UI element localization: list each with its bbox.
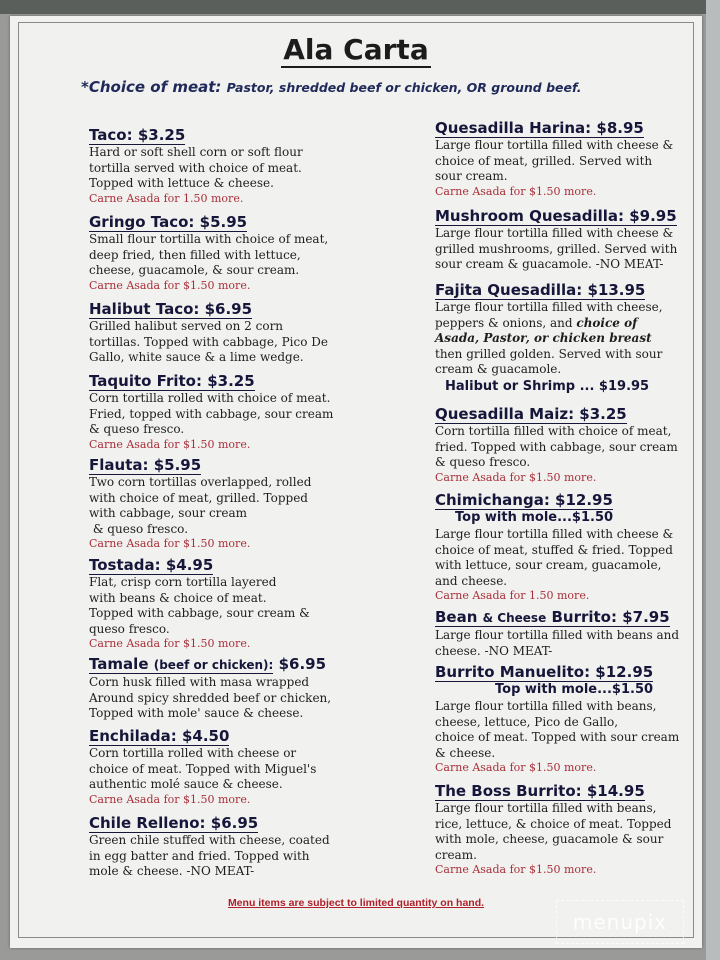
menu-item-boss-burrito	[435, 782, 707, 877]
item-desc: Corn tortilla rolled with choice of meat. Fried, topped with cabbage, sour cream & queso fresco.	[89, 391, 334, 436]
item-desc: Large flour tortilla filled with cheese & choice of meat, stuffed & fried. Topped with lettuce, sour cream, guacamole, and cheese.	[435, 527, 674, 588]
item-price: $6.95	[278, 655, 327, 673]
item-desc: Corn tortilla rolled with cheese or choice of meat. Topped with Miguel's authentic molé sauce & cheese.	[89, 746, 317, 791]
carne-asada-note: Carne Asada for 1.50 more.	[435, 589, 590, 602]
halibut-shrimp-option: Halibut or Shrimp ... $19.95	[445, 378, 650, 394]
item-name: Gringo Taco: $5.95	[89, 213, 248, 231]
item-name: Chile Relleno: $6.95	[89, 814, 259, 832]
menu-item-bean-cheese-burrito: Bean & Cheese Burrito: $7.95 Large flour tortilla filled with beans and cheese. -NO MEAT-	[435, 608, 707, 659]
menu-item-fajita-quesadilla	[435, 281, 707, 395]
item-name: Mushroom Quesadilla: $9.95	[435, 207, 677, 225]
item-name: Halibut Taco: $6.95	[89, 300, 253, 318]
carne-asada-note: Carne Asada for $1.50 more.	[435, 863, 597, 876]
item-name: Flauta: $5.95	[89, 456, 202, 474]
menu-item-quesadilla-maiz	[435, 405, 707, 485]
carne-asada-note: Carne Asada for $1.50 more.	[89, 792, 251, 806]
item-name: Tamale	[89, 655, 149, 673]
item-name: Burrito Manuelito: $12.95	[435, 663, 654, 681]
carne-asada-note: Carne Asada for $1.50 more.	[89, 637, 251, 650]
menu-item-chimichanga	[435, 491, 707, 603]
item-name: Fajita Quesadilla: $13.95	[435, 281, 646, 299]
item-desc: Two corn tortillas overlapped, rolled with choice of meat, grilled. Topped with cabbage, sour cream & queso fresco.	[89, 475, 312, 536]
item-desc: Corn tortilla filled with choice of meat, fried. Topped with cabbage, sour cream & queso fresco.	[435, 424, 678, 469]
menupix-watermark: menupix	[556, 900, 684, 944]
mole-option: Top with mole...$1.50	[455, 510, 614, 525]
carne-asada-note: Carne Asada for $1.50 more.	[435, 761, 597, 774]
item-name: Quesadilla Maiz: $3.25	[435, 405, 627, 423]
menu-border	[18, 22, 694, 938]
item-name: Tostada: $4.95	[89, 556, 214, 574]
item-desc: Flat, crisp corn tortilla layered with beans & choice of meat. Topped with cabbage, sour cream & queso fresco.	[89, 575, 310, 636]
item-desc: Green chile stuffed with cheese, coated in egg batter and fried. Topped with mole & cheese. -NO MEAT-	[89, 833, 330, 878]
item-name: Bean	[435, 608, 478, 626]
item-desc: Corn husk filled with masa wrapped Around spicy shredded beef or chicken, Topped with mole' sauce & cheese.	[89, 675, 332, 720]
item-name: Taquito Frito: $3.25	[89, 372, 255, 390]
menu-item-flauta	[89, 456, 357, 551]
menu-title: Ala Carta	[283, 33, 429, 66]
quantity-disclaimer: Menu items are subject to limited quantity on hand.	[227, 897, 485, 909]
menu-page	[10, 16, 702, 948]
mole-option: Top with mole...$1.50	[495, 682, 654, 697]
item-desc: Large flour tortilla filled with cheese, peppers & onions, and choice of Asada, Pastor, or chicken breast then grilled golden. Served with sour cream & guacamole.	[435, 300, 663, 376]
item-desc: Large flour tortilla filled with beans, rice, lettuce, & choice of meat. Topped with mole, cheese, guacamole & sour cream.	[435, 801, 672, 862]
menu-item-burrito-manuelito	[435, 663, 707, 775]
item-name: Enchilada: $4.50	[89, 727, 230, 745]
carne-asada-note: Carne Asada for $1.50 more.	[435, 184, 597, 198]
item-desc: Hard or soft shell corn or soft flour tortilla served with choice of meat. Topped with lettuce & cheese.	[89, 145, 303, 190]
menu-item-taquito-frito	[89, 372, 357, 452]
menu-item-mushroom-quesadilla	[435, 207, 707, 273]
item-name: Taco: $3.25	[89, 126, 186, 144]
carne-asada-note: Carne Asada for $1.50 more.	[89, 278, 251, 292]
item-desc: Small flour tortilla with choice of meat, deep fried, then filled with lettuce, cheese, guacamole, & sour cream.	[89, 232, 329, 277]
item-name: Chimichanga: $12.95	[435, 491, 613, 509]
item-desc: Large flour tortilla filled with cheese & choice of meat, grilled. Served with sour cream.	[435, 138, 674, 183]
menu-item-chile-relleno	[89, 814, 357, 880]
item-desc: Grilled halibut served on 2 corn tortillas. Topped with cabbage, Pico De Gallo, white sauce & a lime wedge.	[89, 319, 328, 364]
menu-item-taco	[89, 126, 357, 206]
choice-of-meat: *Choice of meat: Pastor, shredded beef or chicken, OR ground beef.	[81, 78, 582, 96]
menu-item-halibut-taco	[89, 300, 357, 366]
carne-asada-note: Carne Asada for $1.50 more.	[435, 470, 597, 484]
background-right	[706, 0, 720, 960]
carne-asada-note: Carne Asada for $1.50 more.	[89, 537, 251, 550]
item-desc: Large flour tortilla filled with beans and cheese. -NO MEAT-	[435, 628, 680, 658]
menu-item-gringo-taco	[89, 213, 357, 293]
item-desc: Large flour tortilla filled with cheese & grilled mushrooms, grilled. Served with sour cream & guacamole. -NO MEAT-	[435, 226, 678, 271]
item-name-note: (beef or chicken):	[153, 658, 274, 672]
item-desc: Large flour tortilla filled with beans, cheese, lettuce, Pico de Gallo, choice of meat. Topped with sour cream & cheese.	[435, 699, 680, 760]
item-name: The Boss Burrito: $14.95	[435, 782, 645, 800]
menu-item-tostada	[89, 556, 357, 651]
item-name: Quesadilla Harina: $8.95	[435, 119, 644, 137]
carne-asada-note: Carne Asada for 1.50 more.	[89, 191, 244, 205]
menu-item-quesadilla-harina	[435, 119, 707, 199]
menu-item-enchilada	[89, 727, 357, 807]
background-top	[0, 0, 720, 14]
carne-asada-note: Carne Asada for $1.50 more.	[89, 437, 251, 451]
menu-item-tamale	[89, 655, 357, 722]
